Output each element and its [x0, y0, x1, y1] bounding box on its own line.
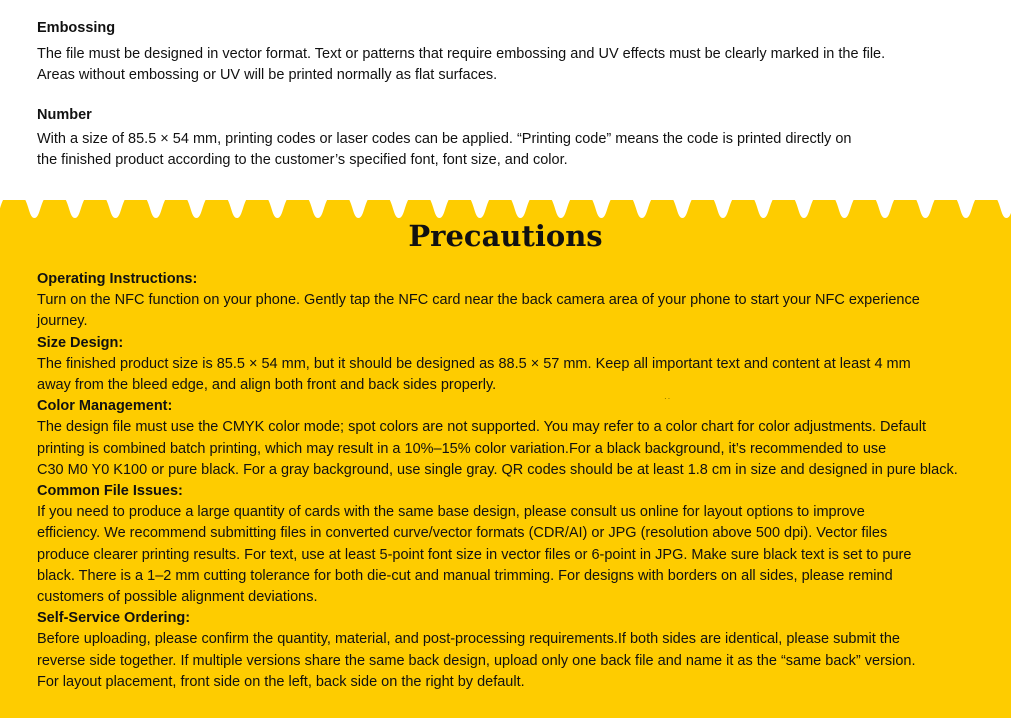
section-line: efficiency. We recommend submitting files in converted curve/vector formats (CDR/AI) or JPG (resolution above 500 dpi). Vector files	[37, 525, 888, 542]
number-body	[37, 129, 997, 171]
section-title: Common File Issues:	[37, 483, 183, 500]
embossing-line: The file must be designed in vector format. Text or patterns that require embossing and UV effects must be clearly marked in the file.	[37, 46, 886, 62]
section-title: Size Design:	[37, 334, 124, 351]
embossing-body	[37, 44, 997, 86]
section-title: Operating Instructions:	[37, 271, 198, 287]
section-title: Color Management:	[37, 398, 173, 415]
number-line: the finished product according to the customer’s specified font, font size, and color.	[37, 152, 568, 168]
number-line: With a size of 85.5 × 54 mm, printing codes or laser codes can be applied. “Printing code” means the code is printed directly on	[37, 131, 852, 147]
section-line: For layout placement, front side on the left, back side on the right by default.	[37, 673, 525, 690]
precaution-section-ordering	[37, 608, 1007, 693]
precaution-section-file-issues	[37, 481, 1007, 608]
section-line: Turn on the NFC function on your phone. Gently tap the NFC card near the back camera area of your phone to start your NFC experience	[37, 292, 920, 309]
precaution-section-color	[37, 396, 1007, 481]
section-line: away from the bleed edge, and align both front and back sides properly.	[37, 377, 497, 394]
section-line: If you need to produce a large quantity of cards with the same base design, please consult us online for layout options to improve	[37, 504, 865, 521]
precautions-heading: Precautions	[408, 219, 603, 253]
section-title: Self-Service Ordering:	[37, 610, 191, 627]
section-line: C30 M0 Y0 K100 or pure black. For a gray background, use single gray. QR codes should be at least 1.8 cm in size and designed in pure black.	[37, 461, 958, 478]
number-title: Number	[37, 107, 92, 123]
section-line: The finished product size is 85.5 × 54 mm, but it should be designed as 88.5 × 57 mm. Keep all important text and content at least 4 mm	[37, 355, 911, 372]
section-line: Before uploading, please confirm the quantity, material, and post-processing requirements.If both sides are identical, please submit the	[37, 631, 900, 648]
precautions-list	[37, 269, 1007, 693]
precaution-section-operating	[37, 269, 1007, 333]
section-line: printing is combined batch printing, which may result in a 10%–15% color variation.For a black background, it’s recommended to use	[37, 440, 887, 457]
precaution-section-size	[37, 333, 1007, 397]
stray-dots-decoration: ··	[664, 394, 672, 403]
embossing-line: Areas without embossing or UV will be printed normally as flat surfaces.	[37, 67, 498, 83]
section-line: black. There is a 1–2 mm cutting tolerance for both die-cut and manual trimming. For designs with borders on all sides, please remind	[37, 567, 893, 584]
section-line: customers of possible alignment deviations.	[37, 589, 318, 606]
section-line: produce clearer printing results. For text, use at least 5-point font size in vector files or 6-point in JPG. Make sure black text is set to pure	[37, 546, 912, 563]
section-line: reverse side together. If multiple versions share the same back design, upload only one back file and name it as the “same back” version.	[37, 652, 916, 669]
embossing-title: Embossing	[37, 20, 116, 36]
section-line: The design file must use the CMYK color mode; spot colors are not supported. You may refer to a color chart for color adjustments. Default	[37, 419, 926, 436]
section-line: journey.	[37, 313, 88, 330]
